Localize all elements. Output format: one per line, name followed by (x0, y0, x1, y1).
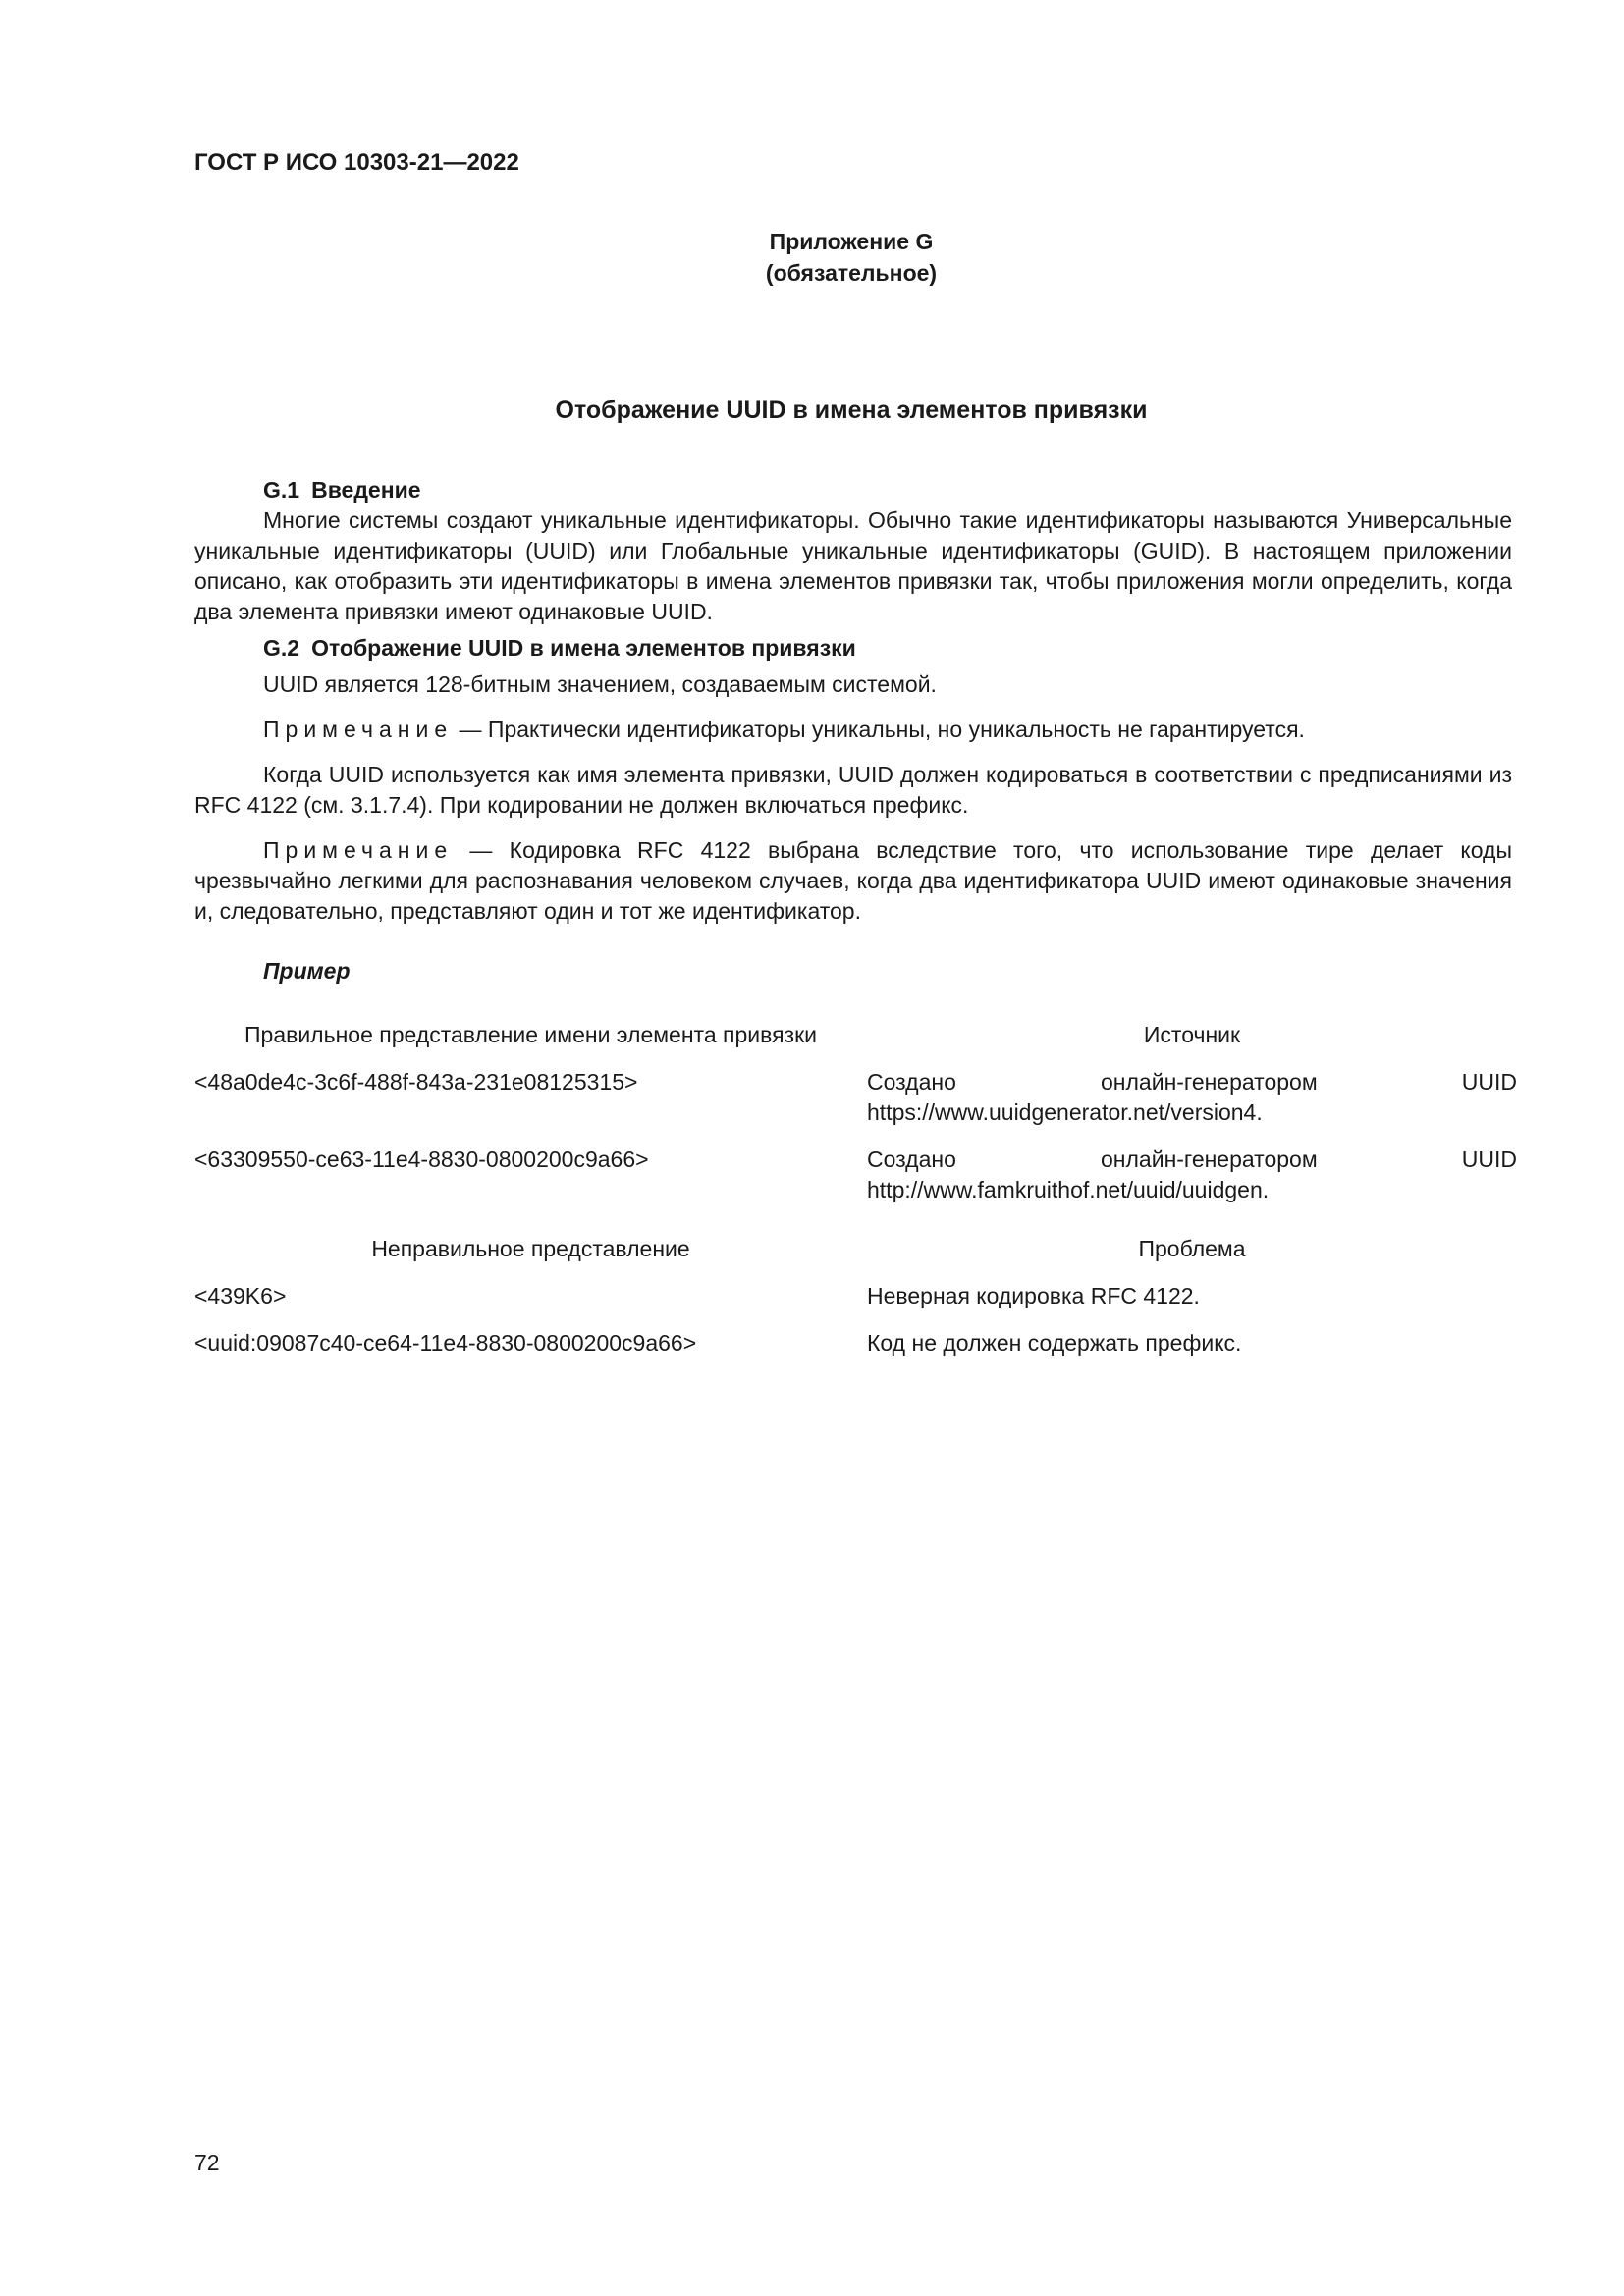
note-text: — Кодировка RFC 4122 выбрана вследствие того, что использование тире делает коды чрезвычайно легкими для распознавания человеком случаев, когда два идентификатора UUID имеют одинаковые значения и, следовательно, представляют один и тот же идентификатор. (194, 837, 1512, 924)
example-label: Пример (263, 958, 351, 984)
anchor-name-cell: <48a0de4c-3c6f-488f-843a-231e08125315> (194, 1069, 638, 1095)
incorrect-header: Неправильное представление (371, 1236, 690, 1261)
paragraph-encoding: Когда UUID используется как имя элемента привязки, UUID должен кодироваться в соответствии с предписаниями из RFC 4122 (см. 3.1.7.4). При кодировании не должен включаться префикс. (194, 762, 1512, 818)
section-number: G.1 (263, 477, 300, 503)
anchor-name-cell: <uuid:09087c40-ce64-11e4-8830-0800200c9a66> (194, 1330, 697, 1356)
anchor-name-cell: <63309550-ce63-11e4-8830-0800200c9a66> (194, 1147, 649, 1172)
section-title: Отображение UUID в имена элементов привязки (311, 635, 856, 661)
problem-cell: Код не должен содержать префикс. (867, 1330, 1242, 1356)
section-heading-g2 (263, 633, 1512, 664)
table-header-row (194, 1222, 1517, 1281)
paragraph-introduction: Многие системы создают уникальные идентификаторы. Обычно такие идентификаторы называются Универсальные уникальные идентификаторы (UUID) или Глобальные уникальные идентификаторы (GUID). В настоящем приложении описано, как отобразить эти идентификаторы в имена элементов привязки так, чтобы приложения могли определить, когда два элемента привязки имеют одинаковые UUID. (194, 507, 1512, 624)
section-heading-g1 (263, 475, 1512, 506)
table-row (194, 1281, 1517, 1328)
note-uniqueness (194, 715, 1512, 745)
note-text: — Практически идентификаторы уникальны, но уникальность не гарантируется. (453, 717, 1305, 742)
source-header: Источник (1143, 1022, 1241, 1047)
appendix-label: Приложение G (769, 229, 934, 254)
source-cell: Создано онлайн-генератором UUID https://www.uuidgenerator.net/version4. (867, 1069, 1517, 1125)
paragraph-uuid-definition: UUID является 128-битным значением, создаваемым системой. (263, 671, 937, 697)
section-number: G.2 (263, 635, 300, 661)
note-label: Примечание (263, 837, 454, 863)
table-row (194, 1328, 1517, 1375)
table-row (194, 1067, 1517, 1145)
example-table (194, 1020, 1517, 1375)
appendix-heading (0, 226, 1624, 289)
anchor-name-cell: <439K6> (194, 1283, 287, 1308)
page-number: 72 (194, 2150, 220, 2175)
appendix-body (194, 475, 1517, 1375)
source-cell: Создано онлайн-генератором UUID http://www.famkruithof.net/uuid/uuidgen. (867, 1147, 1517, 1202)
appendix-title: Отображение UUID в имена элементов привязки (555, 397, 1148, 424)
page-header: ГОСТ Р ИСО 10303-21—2022 (194, 149, 519, 176)
note-rfc-encoding (194, 835, 1512, 927)
problem-header: Проблема (1138, 1236, 1246, 1261)
note-label: Примечание (263, 717, 454, 742)
appendix-status: (обязательное) (765, 260, 938, 286)
table-row (194, 1145, 1517, 1222)
correct-header: Правильное представление имени элемента привязки (244, 1022, 817, 1047)
table-header-row (194, 1020, 1517, 1067)
section-title: Введение (311, 477, 421, 503)
problem-cell: Неверная кодировка RFC 4122. (867, 1283, 1200, 1308)
